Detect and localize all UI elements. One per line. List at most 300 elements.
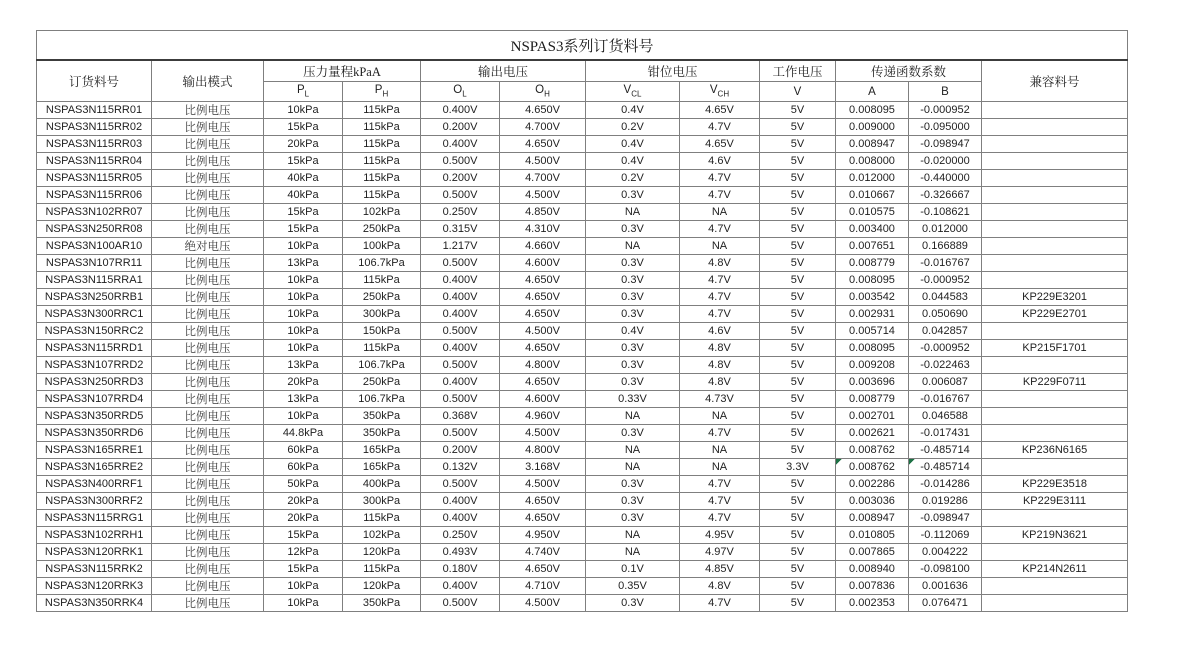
cell-output-mode[interactable]: 比例电压 — [152, 544, 264, 561]
cell-pressure-low[interactable]: 10kPa — [264, 289, 343, 306]
cell-pressure-low[interactable]: 20kPa — [264, 493, 343, 510]
cell-coef-a[interactable]: 0.003036 — [836, 493, 909, 510]
cell-clamp-high[interactable]: NA — [680, 408, 760, 425]
cell-pressure-low[interactable]: 60kPa — [264, 442, 343, 459]
cell-clamp-low[interactable]: NA — [586, 204, 680, 221]
cell-output-mode[interactable]: 比例电压 — [152, 272, 264, 289]
cell-coef-a[interactable]: 0.003696 — [836, 374, 909, 391]
cell-coef-a[interactable]: 0.002353 — [836, 595, 909, 612]
cell-supply-voltage[interactable]: 5V — [760, 102, 836, 119]
cell-compatible-part[interactable] — [982, 170, 1128, 187]
cell-part-number[interactable]: NSPAS3N150RRC2 — [37, 323, 152, 340]
cell-output-high[interactable]: 4.660V — [500, 238, 586, 255]
cell-part-number[interactable]: NSPAS3N250RRB1 — [37, 289, 152, 306]
cell-clamp-high[interactable]: 4.7V — [680, 595, 760, 612]
cell-output-low[interactable]: 0.500V — [421, 323, 500, 340]
cell-clamp-high[interactable]: 4.6V — [680, 323, 760, 340]
cell-clamp-low[interactable]: 0.2V — [586, 170, 680, 187]
cell-output-low[interactable]: 0.400V — [421, 136, 500, 153]
cell-compatible-part[interactable] — [982, 323, 1128, 340]
cell-coef-a[interactable]: 0.008947 — [836, 510, 909, 527]
cell-output-low[interactable]: 0.400V — [421, 306, 500, 323]
cell-clamp-high[interactable]: 4.7V — [680, 493, 760, 510]
cell-clamp-high[interactable]: 4.85V — [680, 561, 760, 578]
cell-supply-voltage[interactable]: 5V — [760, 323, 836, 340]
cell-pressure-low[interactable]: 10kPa — [264, 272, 343, 289]
cell-output-high[interactable]: 4.960V — [500, 408, 586, 425]
cell-pressure-low[interactable]: 13kPa — [264, 357, 343, 374]
cell-pressure-low[interactable]: 10kPa — [264, 595, 343, 612]
cell-coef-a[interactable]: 0.008095 — [836, 272, 909, 289]
cell-output-low[interactable]: 0.315V — [421, 221, 500, 238]
cell-part-number[interactable]: NSPAS3N107RRD2 — [37, 357, 152, 374]
cell-output-low[interactable]: 0.400V — [421, 102, 500, 119]
cell-output-low[interactable]: 0.250V — [421, 204, 500, 221]
cell-part-number[interactable]: NSPAS3N115RR03 — [37, 136, 152, 153]
cell-part-number[interactable]: NSPAS3N300RRF2 — [37, 493, 152, 510]
cell-part-number[interactable]: NSPAS3N350RRD5 — [37, 408, 152, 425]
cell-pressure-high[interactable]: 165kPa — [343, 459, 421, 476]
cell-output-mode[interactable]: 比例电压 — [152, 595, 264, 612]
cell-output-low[interactable]: 0.500V — [421, 595, 500, 612]
cell-pressure-low[interactable]: 10kPa — [264, 102, 343, 119]
cell-supply-voltage[interactable]: 5V — [760, 578, 836, 595]
cell-pressure-low[interactable]: 15kPa — [264, 153, 343, 170]
cell-coef-a[interactable]: 0.002286 — [836, 476, 909, 493]
cell-coef-b[interactable]: 0.076471 — [909, 595, 982, 612]
cell-compatible-part[interactable] — [982, 272, 1128, 289]
cell-output-low[interactable]: 0.493V — [421, 544, 500, 561]
header-part-number[interactable]: 订货料号 — [37, 60, 152, 102]
cell-compatible-part[interactable] — [982, 153, 1128, 170]
cell-coef-b[interactable]: -0.020000 — [909, 153, 982, 170]
cell-coef-a[interactable]: 0.007836 — [836, 578, 909, 595]
cell-supply-voltage[interactable]: 5V — [760, 476, 836, 493]
cell-output-low[interactable]: 0.200V — [421, 170, 500, 187]
cell-output-low[interactable]: 1.217V — [421, 238, 500, 255]
cell-pressure-low[interactable]: 15kPa — [264, 204, 343, 221]
cell-coef-a[interactable]: 0.008095 — [836, 102, 909, 119]
cell-clamp-high[interactable]: 4.8V — [680, 578, 760, 595]
cell-coef-b[interactable]: 0.001636 — [909, 578, 982, 595]
cell-output-low[interactable]: 0.500V — [421, 357, 500, 374]
cell-pressure-low[interactable]: 10kPa — [264, 578, 343, 595]
subheader-output-low[interactable]: $O_L$ — [421, 82, 500, 102]
cell-pressure-high[interactable]: 300kPa — [343, 493, 421, 510]
cell-part-number[interactable]: NSPAS3N115RRA1 — [37, 272, 152, 289]
cell-supply-voltage[interactable]: 5V — [760, 119, 836, 136]
cell-output-mode[interactable]: 比例电压 — [152, 476, 264, 493]
cell-output-low[interactable]: 0.400V — [421, 493, 500, 510]
cell-coef-a[interactable]: 0.003542 — [836, 289, 909, 306]
cell-clamp-low[interactable]: 0.35V — [586, 578, 680, 595]
cell-output-low[interactable]: 0.368V — [421, 408, 500, 425]
cell-coef-a[interactable]: 0.010805 — [836, 527, 909, 544]
cell-clamp-high[interactable]: 4.7V — [680, 510, 760, 527]
cell-coef-b[interactable]: -0.000952 — [909, 340, 982, 357]
cell-clamp-high[interactable]: NA — [680, 442, 760, 459]
table-title[interactable]: NSPAS3系列订货料号 — [37, 31, 1128, 61]
cell-clamp-low[interactable]: 0.3V — [586, 255, 680, 272]
subheader-pressure-high[interactable]: $P_H$ — [343, 82, 421, 102]
cell-clamp-low[interactable]: 0.3V — [586, 306, 680, 323]
cell-compatible-part[interactable] — [982, 408, 1128, 425]
cell-compatible-part[interactable] — [982, 221, 1128, 238]
cell-pressure-low[interactable]: 13kPa — [264, 255, 343, 272]
header-pressure-range[interactable]: 压力量程kPaA — [264, 60, 421, 82]
cell-output-high[interactable]: 4.600V — [500, 391, 586, 408]
cell-supply-voltage[interactable]: 5V — [760, 272, 836, 289]
cell-clamp-low[interactable]: 0.3V — [586, 425, 680, 442]
cell-output-high[interactable]: 4.500V — [500, 153, 586, 170]
cell-clamp-low[interactable]: NA — [586, 442, 680, 459]
header-transfer-coefs[interactable]: 传递函数系数 — [836, 60, 982, 82]
cell-supply-voltage[interactable]: 5V — [760, 255, 836, 272]
cell-output-mode[interactable]: 比例电压 — [152, 527, 264, 544]
cell-supply-voltage[interactable]: 5V — [760, 374, 836, 391]
cell-coef-b[interactable]: -0.000952 — [909, 272, 982, 289]
cell-compatible-part[interactable] — [982, 459, 1128, 476]
cell-coef-a[interactable]: 0.005714 — [836, 323, 909, 340]
cell-pressure-high[interactable]: 115kPa — [343, 102, 421, 119]
cell-coef-b[interactable]: 0.166889 — [909, 238, 982, 255]
cell-clamp-low[interactable]: NA — [586, 527, 680, 544]
cell-output-high[interactable]: 4.700V — [500, 119, 586, 136]
cell-coef-a[interactable]: 0.009208 — [836, 357, 909, 374]
cell-coef-b[interactable]: -0.326667 — [909, 187, 982, 204]
cell-output-mode[interactable]: 比例电压 — [152, 391, 264, 408]
cell-part-number[interactable]: NSPAS3N115RR05 — [37, 170, 152, 187]
cell-clamp-high[interactable]: 4.65V — [680, 136, 760, 153]
cell-output-high[interactable]: 4.850V — [500, 204, 586, 221]
cell-output-mode[interactable]: 比例电压 — [152, 255, 264, 272]
cell-output-mode[interactable]: 比例电压 — [152, 442, 264, 459]
cell-clamp-low[interactable]: 0.33V — [586, 391, 680, 408]
cell-part-number[interactable]: NSPAS3N400RRF1 — [37, 476, 152, 493]
cell-output-mode[interactable]: 比例电压 — [152, 136, 264, 153]
cell-part-number[interactable]: NSPAS3N250RR08 — [37, 221, 152, 238]
cell-clamp-high[interactable]: NA — [680, 204, 760, 221]
cell-compatible-part[interactable] — [982, 357, 1128, 374]
cell-output-high[interactable]: 4.650V — [500, 374, 586, 391]
cell-clamp-high[interactable]: 4.7V — [680, 289, 760, 306]
cell-clamp-low[interactable]: 0.3V — [586, 289, 680, 306]
cell-clamp-high[interactable]: 4.7V — [680, 476, 760, 493]
cell-part-number[interactable]: NSPAS3N165RRE2 — [37, 459, 152, 476]
cell-coef-b[interactable]: -0.016767 — [909, 255, 982, 272]
cell-compatible-part[interactable]: KP236N6165 — [982, 442, 1128, 459]
cell-coef-b[interactable]: -0.014286 — [909, 476, 982, 493]
cell-clamp-high[interactable]: NA — [680, 459, 760, 476]
cell-output-mode[interactable]: 比例电压 — [152, 459, 264, 476]
cell-pressure-high[interactable]: 115kPa — [343, 561, 421, 578]
cell-output-high[interactable]: 4.800V — [500, 442, 586, 459]
cell-output-mode[interactable]: 比例电压 — [152, 187, 264, 204]
cell-supply-voltage[interactable]: 5V — [760, 153, 836, 170]
cell-supply-voltage[interactable]: 5V — [760, 289, 836, 306]
cell-pressure-high[interactable]: 106.7kPa — [343, 255, 421, 272]
cell-coef-b[interactable]: -0.112069 — [909, 527, 982, 544]
header-output-mode[interactable]: 输出模式 — [152, 60, 264, 102]
cell-coef-b[interactable]: -0.016767 — [909, 391, 982, 408]
cell-coef-a[interactable]: 0.007865 — [836, 544, 909, 561]
cell-pressure-low[interactable]: 20kPa — [264, 510, 343, 527]
cell-output-low[interactable]: 0.180V — [421, 561, 500, 578]
cell-coef-a[interactable]: 0.002931 — [836, 306, 909, 323]
cell-compatible-part[interactable] — [982, 544, 1128, 561]
cell-pressure-low[interactable]: 20kPa — [264, 374, 343, 391]
cell-coef-b[interactable]: -0.022463 — [909, 357, 982, 374]
cell-clamp-low[interactable]: 0.4V — [586, 323, 680, 340]
cell-pressure-high[interactable]: 115kPa — [343, 119, 421, 136]
cell-compatible-part[interactable] — [982, 425, 1128, 442]
cell-output-low[interactable]: 0.400V — [421, 272, 500, 289]
cell-supply-voltage[interactable]: 5V — [760, 442, 836, 459]
subheader-supply-v[interactable]: V — [760, 82, 836, 102]
cell-output-high[interactable]: 4.800V — [500, 357, 586, 374]
cell-coef-b[interactable]: 0.046588 — [909, 408, 982, 425]
cell-clamp-high[interactable]: 4.8V — [680, 374, 760, 391]
cell-pressure-high[interactable]: 300kPa — [343, 306, 421, 323]
cell-supply-voltage[interactable]: 5V — [760, 306, 836, 323]
cell-output-mode[interactable]: 比例电压 — [152, 425, 264, 442]
cell-output-high[interactable]: 4.650V — [500, 340, 586, 357]
cell-part-number[interactable]: NSPAS3N120RRK3 — [37, 578, 152, 595]
cell-compatible-part[interactable]: KP229E2701 — [982, 306, 1128, 323]
cell-output-mode[interactable]: 比例电压 — [152, 119, 264, 136]
cell-clamp-high[interactable]: 4.8V — [680, 357, 760, 374]
cell-pressure-low[interactable]: 15kPa — [264, 527, 343, 544]
cell-compatible-part[interactable] — [982, 136, 1128, 153]
cell-coef-a[interactable]: 0.008095 — [836, 340, 909, 357]
cell-pressure-low[interactable]: 12kPa — [264, 544, 343, 561]
cell-coef-a[interactable]: 0.010575 — [836, 204, 909, 221]
cell-supply-voltage[interactable]: 5V — [760, 238, 836, 255]
cell-coef-a[interactable]: 0.003400 — [836, 221, 909, 238]
cell-output-mode[interactable]: 比例电压 — [152, 153, 264, 170]
cell-part-number[interactable]: NSPAS3N350RRK4 — [37, 595, 152, 612]
cell-clamp-high[interactable]: 4.7V — [680, 306, 760, 323]
cell-output-mode[interactable]: 比例电压 — [152, 289, 264, 306]
cell-compatible-part[interactable] — [982, 255, 1128, 272]
cell-coef-b[interactable]: -0.108621 — [909, 204, 982, 221]
cell-clamp-high[interactable]: 4.8V — [680, 340, 760, 357]
cell-clamp-high[interactable]: 4.95V — [680, 527, 760, 544]
cell-clamp-high[interactable]: 4.7V — [680, 170, 760, 187]
cell-coef-a[interactable]: 0.008779 — [836, 255, 909, 272]
cell-supply-voltage[interactable]: 5V — [760, 170, 836, 187]
cell-part-number[interactable]: NSPAS3N115RR04 — [37, 153, 152, 170]
cell-part-number[interactable]: NSPAS3N120RRK1 — [37, 544, 152, 561]
cell-clamp-low[interactable]: 0.3V — [586, 476, 680, 493]
cell-supply-voltage[interactable]: 5V — [760, 561, 836, 578]
cell-output-mode[interactable]: 比例电压 — [152, 170, 264, 187]
cell-pressure-low[interactable]: 10kPa — [264, 323, 343, 340]
cell-part-number[interactable]: NSPAS3N102RR07 — [37, 204, 152, 221]
cell-clamp-high[interactable]: 4.7V — [680, 425, 760, 442]
cell-output-high[interactable]: 4.950V — [500, 527, 586, 544]
cell-coef-b[interactable]: -0.000952 — [909, 102, 982, 119]
cell-clamp-high[interactable]: 4.7V — [680, 221, 760, 238]
cell-part-number[interactable]: NSPAS3N300RRC1 — [37, 306, 152, 323]
cell-pressure-low[interactable]: 13kPa — [264, 391, 343, 408]
cell-compatible-part[interactable] — [982, 102, 1128, 119]
cell-output-high[interactable]: 4.650V — [500, 272, 586, 289]
cell-output-mode[interactable]: 比例电压 — [152, 510, 264, 527]
cell-output-high[interactable]: 4.700V — [500, 170, 586, 187]
cell-part-number[interactable]: NSPAS3N107RRD4 — [37, 391, 152, 408]
cell-pressure-low[interactable]: 10kPa — [264, 306, 343, 323]
header-supply-voltage[interactable]: 工作电压 — [760, 60, 836, 82]
cell-supply-voltage[interactable]: 5V — [760, 221, 836, 238]
cell-clamp-low[interactable]: 0.4V — [586, 136, 680, 153]
subheader-clamp-high[interactable]: $V_{CH}$ — [680, 82, 760, 102]
cell-coef-a[interactable]: 0.009000 — [836, 119, 909, 136]
cell-coef-b[interactable]: -0.098947 — [909, 136, 982, 153]
cell-output-mode[interactable]: 比例电压 — [152, 357, 264, 374]
cell-clamp-low[interactable]: 0.3V — [586, 272, 680, 289]
cell-clamp-low[interactable]: 0.3V — [586, 187, 680, 204]
cell-clamp-high[interactable]: 4.7V — [680, 119, 760, 136]
cell-pressure-low[interactable]: 44.8kPa — [264, 425, 343, 442]
cell-coef-a-error-flag[interactable]: 0.008762 — [836, 459, 909, 476]
cell-output-high[interactable]: 3.168V — [500, 459, 586, 476]
cell-pressure-high[interactable]: 115kPa — [343, 136, 421, 153]
cell-pressure-high[interactable]: 115kPa — [343, 170, 421, 187]
cell-supply-voltage[interactable]: 5V — [760, 204, 836, 221]
cell-output-low[interactable]: 0.500V — [421, 476, 500, 493]
cell-coef-a[interactable]: 0.008940 — [836, 561, 909, 578]
cell-output-mode[interactable]: 比例电压 — [152, 340, 264, 357]
cell-clamp-low[interactable]: 0.3V — [586, 510, 680, 527]
cell-output-high[interactable]: 4.500V — [500, 323, 586, 340]
cell-output-low[interactable]: 0.400V — [421, 578, 500, 595]
cell-pressure-high[interactable]: 250kPa — [343, 221, 421, 238]
cell-pressure-low[interactable]: 40kPa — [264, 170, 343, 187]
cell-coef-b[interactable]: -0.485714 — [909, 442, 982, 459]
cell-part-number[interactable]: NSPAS3N115RRK2 — [37, 561, 152, 578]
cell-pressure-low[interactable]: 15kPa — [264, 119, 343, 136]
cell-output-high[interactable]: 4.650V — [500, 136, 586, 153]
cell-output-low[interactable]: 0.400V — [421, 289, 500, 306]
cell-output-mode[interactable]: 比例电压 — [152, 323, 264, 340]
cell-output-mode[interactable]: 比例电压 — [152, 374, 264, 391]
subheader-coef-b[interactable]: B — [909, 82, 982, 102]
cell-part-number[interactable]: NSPAS3N350RRD6 — [37, 425, 152, 442]
cell-output-mode[interactable]: 比例电压 — [152, 561, 264, 578]
cell-clamp-low[interactable]: NA — [586, 459, 680, 476]
cell-coef-b-error-flag[interactable]: -0.485714 — [909, 459, 982, 476]
cell-pressure-low[interactable]: 10kPa — [264, 408, 343, 425]
cell-output-low[interactable]: 0.500V — [421, 153, 500, 170]
cell-part-number[interactable]: NSPAS3N250RRD3 — [37, 374, 152, 391]
cell-clamp-low[interactable]: 0.1V — [586, 561, 680, 578]
cell-output-low[interactable]: 0.200V — [421, 119, 500, 136]
cell-clamp-high[interactable]: 4.8V — [680, 255, 760, 272]
cell-output-high[interactable]: 4.650V — [500, 493, 586, 510]
cell-pressure-high[interactable]: 115kPa — [343, 272, 421, 289]
cell-output-low[interactable]: 0.200V — [421, 442, 500, 459]
cell-pressure-high[interactable]: 106.7kPa — [343, 357, 421, 374]
cell-part-number[interactable]: NSPAS3N107RR11 — [37, 255, 152, 272]
cell-compatible-part[interactable]: KP229E3518 — [982, 476, 1128, 493]
cell-compatible-part[interactable]: KP229E3111 — [982, 493, 1128, 510]
cell-supply-voltage[interactable]: 5V — [760, 357, 836, 374]
cell-output-low[interactable]: 0.500V — [421, 425, 500, 442]
cell-compatible-part[interactable] — [982, 578, 1128, 595]
cell-coef-b[interactable]: 0.042857 — [909, 323, 982, 340]
cell-pressure-high[interactable]: 165kPa — [343, 442, 421, 459]
cell-output-high[interactable]: 4.650V — [500, 510, 586, 527]
cell-compatible-part[interactable] — [982, 595, 1128, 612]
cell-coef-b[interactable]: 0.044583 — [909, 289, 982, 306]
cell-supply-voltage[interactable]: 5V — [760, 493, 836, 510]
cell-output-low[interactable]: 0.500V — [421, 187, 500, 204]
cell-output-high[interactable]: 4.650V — [500, 102, 586, 119]
cell-compatible-part[interactable]: KP229F0711 — [982, 374, 1128, 391]
cell-output-mode[interactable]: 比例电压 — [152, 102, 264, 119]
cell-output-low[interactable]: 0.500V — [421, 391, 500, 408]
cell-pressure-low[interactable]: 60kPa — [264, 459, 343, 476]
cell-clamp-low[interactable]: 0.3V — [586, 493, 680, 510]
cell-compatible-part[interactable] — [982, 510, 1128, 527]
cell-output-high[interactable]: 4.650V — [500, 306, 586, 323]
cell-coef-b[interactable]: 0.004222 — [909, 544, 982, 561]
cell-output-low[interactable]: 0.250V — [421, 527, 500, 544]
cell-compatible-part[interactable]: KP214N2611 — [982, 561, 1128, 578]
cell-clamp-low[interactable]: 0.4V — [586, 102, 680, 119]
cell-compatible-part[interactable] — [982, 204, 1128, 221]
cell-compatible-part[interactable] — [982, 187, 1128, 204]
cell-output-high[interactable]: 4.650V — [500, 561, 586, 578]
subheader-pressure-low[interactable]: $P_L$ — [264, 82, 343, 102]
cell-pressure-high[interactable]: 250kPa — [343, 374, 421, 391]
cell-compatible-part[interactable]: KP215F1701 — [982, 340, 1128, 357]
cell-pressure-low[interactable]: 10kPa — [264, 340, 343, 357]
cell-clamp-high[interactable]: NA — [680, 238, 760, 255]
cell-part-number[interactable]: NSPAS3N115RR01 — [37, 102, 152, 119]
cell-output-mode[interactable]: 比例电压 — [152, 493, 264, 510]
cell-pressure-low[interactable]: 10kPa — [264, 238, 343, 255]
cell-pressure-high[interactable]: 350kPa — [343, 408, 421, 425]
cell-clamp-low[interactable]: NA — [586, 408, 680, 425]
cell-output-low[interactable]: 0.500V — [421, 255, 500, 272]
cell-output-mode[interactable]: 比例电压 — [152, 578, 264, 595]
cell-part-number[interactable]: NSPAS3N115RRD1 — [37, 340, 152, 357]
cell-clamp-low[interactable]: 0.3V — [586, 357, 680, 374]
cell-coef-a[interactable]: 0.002701 — [836, 408, 909, 425]
cell-pressure-high[interactable]: 115kPa — [343, 510, 421, 527]
cell-supply-voltage[interactable]: 5V — [760, 527, 836, 544]
cell-coef-a[interactable]: 0.008947 — [836, 136, 909, 153]
cell-pressure-high[interactable]: 106.7kPa — [343, 391, 421, 408]
cell-coef-b[interactable]: -0.098100 — [909, 561, 982, 578]
cell-pressure-low[interactable]: 20kPa — [264, 136, 343, 153]
cell-part-number[interactable]: NSPAS3N115RRG1 — [37, 510, 152, 527]
cell-coef-b[interactable]: -0.017431 — [909, 425, 982, 442]
cell-output-low[interactable]: 0.132V — [421, 459, 500, 476]
header-clamp-voltage[interactable]: 钳位电压 — [586, 60, 760, 82]
subheader-clamp-low[interactable]: $V_{CL}$ — [586, 82, 680, 102]
cell-pressure-high[interactable]: 115kPa — [343, 153, 421, 170]
cell-coef-b[interactable]: 0.019286 — [909, 493, 982, 510]
cell-supply-voltage[interactable]: 5V — [760, 187, 836, 204]
cell-supply-voltage[interactable]: 5V — [760, 340, 836, 357]
cell-output-high[interactable]: 4.650V — [500, 289, 586, 306]
cell-supply-voltage[interactable]: 5V — [760, 408, 836, 425]
cell-coef-a[interactable]: 0.007651 — [836, 238, 909, 255]
cell-pressure-high[interactable]: 102kPa — [343, 204, 421, 221]
